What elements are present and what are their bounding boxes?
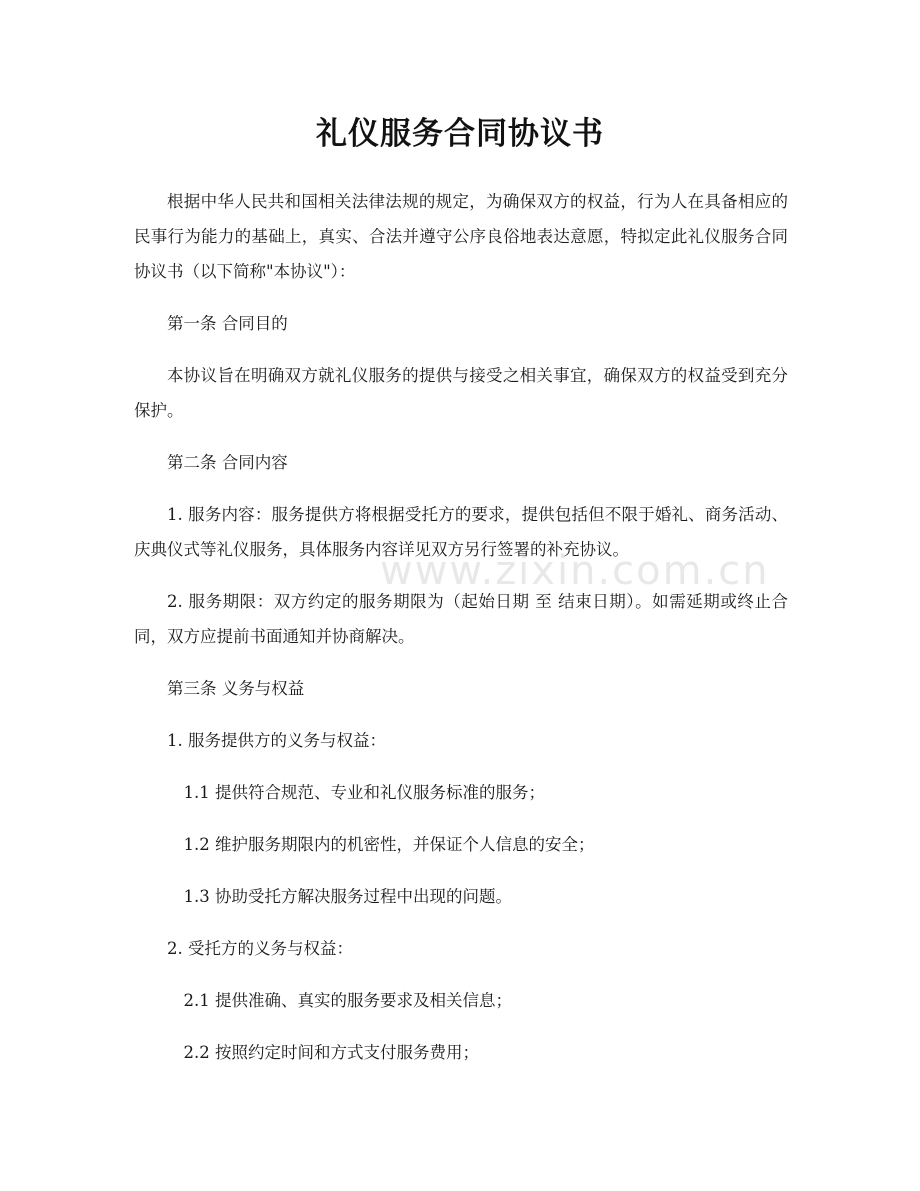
- article-1-text: 本协议旨在明确双方就礼仪服务的提供与接受之相关事宜，确保双方的权益受到充分保护。: [134, 366, 788, 420]
- article-3-item-2-2: 2.2 按照约定时间和方式支付服务费用；: [183, 1043, 479, 1062]
- article-3-item-2: 2. 受托方的义务与权益：: [167, 939, 353, 958]
- article-3-item-1-2: 1.2 维护服务期限内的机密性，并保证个人信息的安全；: [183, 835, 595, 854]
- article-2-item-1: 1. 服务内容：服务提供方将根据受托方的要求，提供包括但不限于婚礼、商务活动、庆典仪式等礼仪服务，具体服务内容详见双方另行签署的补充协议。: [134, 505, 788, 559]
- document-title: 礼仪服务合同协议书: [316, 116, 604, 152]
- article-3-item-1: 1. 服务提供方的义务与权益：: [167, 731, 386, 750]
- article-1-heading: 第一条 合同目的: [167, 314, 288, 333]
- article-3-item-1-1: 1.1 提供符合规范、专业和礼仪服务标准的服务；: [183, 783, 545, 802]
- watermark: www.zixin.com.cn: [380, 548, 770, 594]
- article-2-heading: 第二条 合同内容: [167, 453, 288, 472]
- article-3-heading: 第三条 义务与权益: [167, 679, 305, 698]
- article-3-item-1-3: 1.3 协助受托方解决服务过程中出现的问题。: [183, 887, 512, 906]
- article-2-item-2: 2. 服务期限：双方约定的服务期限为（起始日期 至 结束日期）。如需延期或终止合同，双方应提前书面通知并协商解决。: [134, 592, 788, 646]
- article-3-item-2-1: 2.1 提供准确、真实的服务要求及相关信息；: [183, 991, 512, 1010]
- paragraph-preamble: 根据中华人民共和国相关法律法规的规定，为确保双方的权益，行为人在具备相应的民事行为能力的基础上，真实、合法并遵守公序良俗地表达意愿，特拟定此礼仪服务合同协议书（以下简称"本协议"）：: [134, 192, 788, 281]
- document-body: [134, 184, 788, 1087]
